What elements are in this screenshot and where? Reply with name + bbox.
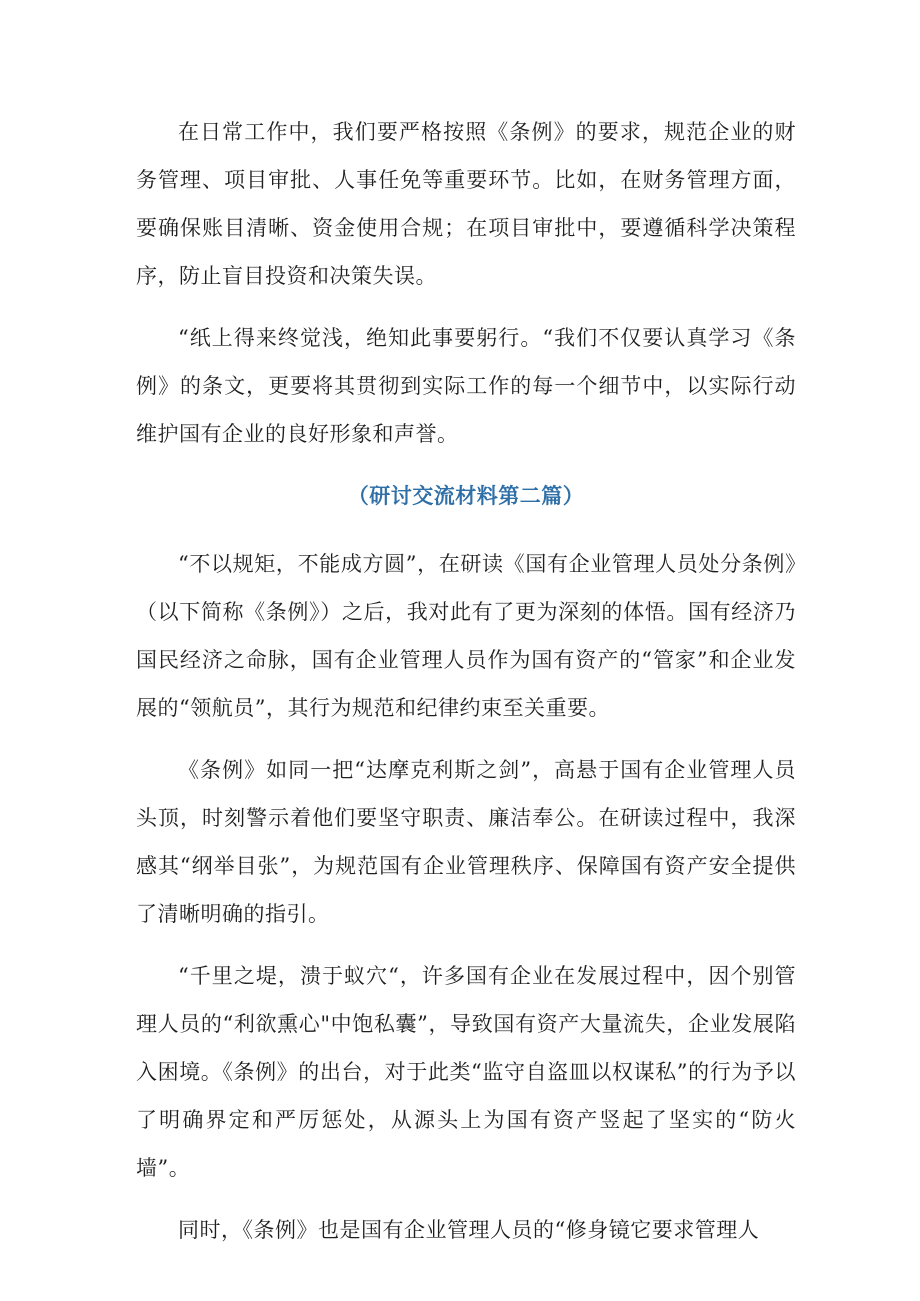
- paragraph-1: 在日常工作中，我们要严格按照《条例》的要求，规范企业的财务管理、项目审批、人事任免等重要环节。比如，在财务管理方面，要确保账目清晰、资金使用合规；在项目审批中，要遵循科学决策程序，防止盲目投资和决策失误。: [136, 120, 796, 288]
- paragraph-2: “纸上得来终觉浅，绝知此事要躬行。“我们不仅要认真学习《条例》的条文，更要将其贯彻到实际工作的每一个细节中，以实际行动维护国有企业的良好形象和声誉。: [136, 326, 796, 446]
- paragraph-5: “千里之堤，溃于蚁穴“，许多国有企业在发展过程中，因个别管理人员的“利欲熏心"中饱私囊”，导致国有资产大量流失，企业发展陷入困境。《条例》的出台，对于此类“监守自盗皿以权谋私”的行为予以了明确界定和严厉惩处，从源头上为国有资产竖起了坚实的“防火墙”。: [136, 964, 796, 1180]
- paragraph-6: 同时，《条例》也是国有企业管理人员的“修身镜它要求管理人: [178, 1218, 760, 1242]
- paragraph-3: “不以规矩，不能成方圆”，在研读《国有企业管理人员处分条例》（以下简称《条例》）之后，我对此有了更为深刻的体悟。国有经济乃国民经济之命脉，国有企业管理人员作为国有资产的“管家”和企业发展的“领航员”，其行为规范和纪律约束至关重要。: [136, 552, 796, 720]
- paragraph-4: 《条例》如同一把“达摩克利斯之剑”，高悬于国有企业管理人员头顶，时刻警示着他们要坚守职责、廉洁奉公。在研读过程中，我深感其“纲举目张”，为规范国有企业管理秩序、保障国有资产安全提供了清晰明确的指引。: [136, 758, 796, 926]
- section-heading: （研讨交流材料第二篇）: [347, 483, 585, 508]
- document-body: [136, 108, 796, 1254]
